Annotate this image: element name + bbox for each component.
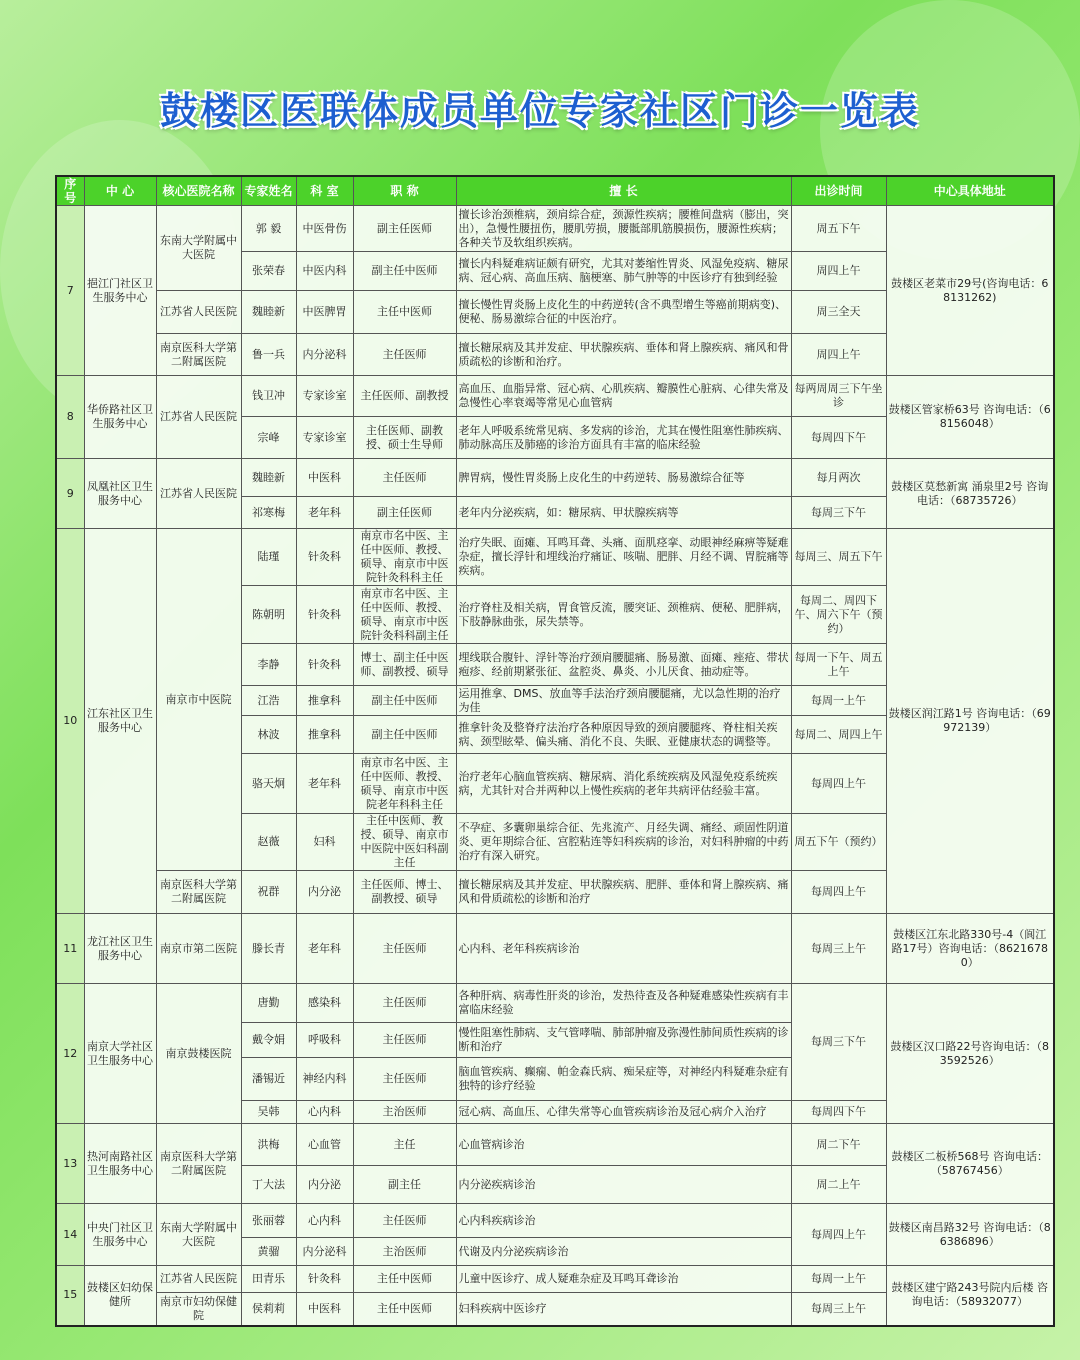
- expert-name: 张荣春: [241, 252, 296, 291]
- hospital-name: 南京鼓楼医院: [156, 984, 241, 1124]
- department: 妇科: [296, 814, 353, 871]
- expert-name: 郭 毅: [241, 206, 296, 252]
- table-row: [56, 206, 1054, 252]
- header-col-no: 序号: [56, 176, 84, 206]
- job-title: 主治医师: [353, 1101, 456, 1124]
- job-title: 主任医师: [353, 1204, 456, 1238]
- expert-name: 江浩: [241, 686, 296, 716]
- department: 针灸科: [296, 529, 353, 586]
- department: 推拿科: [296, 686, 353, 716]
- center-name: 挹江门社区卫生服务中心: [84, 206, 156, 376]
- job-title: 南京市名中医、主任中医师、教授、硕导、南京市中医院针灸科科主任: [353, 529, 456, 586]
- specialty: 慢性阻塞性肺病、支气管哮喘、肺部肿瘤及弥漫性肺间质性疾病的诊断和治疗: [456, 1023, 791, 1058]
- specialty: 擅长糖尿病及其并发症、甲状腺疾病、肥胖、垂体和肾上腺疾病、痛风和骨质疏松的诊断和治疗: [456, 871, 791, 914]
- clinic-time: 周二下午: [791, 1124, 886, 1166]
- job-title: 南京市名中医、主任中医师、教授、硕导、南京市中医院老年科科主任: [353, 754, 456, 814]
- department: 针灸科: [296, 644, 353, 686]
- department: 呼吸科: [296, 1023, 353, 1058]
- table-row: [56, 914, 1054, 984]
- department: 专家诊室: [296, 376, 353, 417]
- clinic-time: 每周一下午、周五上午: [791, 644, 886, 686]
- specialty: 各种肝病、病毒性肝炎的诊治，发热待查及各种疑难感染性疾病有丰富临床经验: [456, 984, 791, 1023]
- department: 中医科: [296, 459, 353, 497]
- job-title: 主任: [353, 1124, 456, 1166]
- clinic-time: 每周四下午: [791, 1101, 886, 1124]
- center-name: 华侨路社区卫生服务中心: [84, 376, 156, 459]
- center-address: 鼓楼区南昌路32号 咨询电话：（86386896）: [886, 1204, 1054, 1266]
- expert-name: 潘锡近: [241, 1058, 296, 1101]
- specialty: 擅长内科疑难病证颇有研究，尤其对萎缩性胃炎、风湿免疫病、糖尿病、冠心病、高血压病、脑梗塞、肺气肿等的中医诊疗有独到经验: [456, 252, 791, 291]
- specialty: 擅长慢性胃炎肠上皮化生的中药逆转(含不典型增生等癌前期病变)、便秘、肠易激综合征的中医治疗。: [456, 291, 791, 334]
- department: 感染科: [296, 984, 353, 1023]
- row-number: 10: [56, 529, 84, 914]
- job-title: 主任医师: [353, 334, 456, 376]
- center-name: 鼓楼区妇幼保健所: [84, 1266, 156, 1326]
- hospital-name: 南京医科大学第二附属医院: [156, 334, 241, 376]
- specialty: 妇科疾病中医诊疗: [456, 1293, 791, 1326]
- header-col-title: 职 称: [353, 176, 456, 206]
- expert-name: 田青乐: [241, 1266, 296, 1293]
- job-title: 博士、副主任中医师、副教授、硕导: [353, 644, 456, 686]
- hospital-name: 南京市第二医院: [156, 914, 241, 984]
- job-title: 副主任中医师: [353, 252, 456, 291]
- job-title: 主任中医师: [353, 1293, 456, 1326]
- job-title: 主任中医师: [353, 1266, 456, 1293]
- expert-name: 祝群: [241, 871, 296, 914]
- department: 针灸科: [296, 1266, 353, 1293]
- header-col-center: 中 心: [84, 176, 156, 206]
- table-row: [56, 459, 1054, 497]
- department: 神经内科: [296, 1058, 353, 1101]
- expert-name: 魏睦新: [241, 459, 296, 497]
- specialty: 擅长诊治颈椎病，颈肩综合症，颈源性疾病；腰椎间盘病（膨出，突出），急慢性腰扭伤，腰肌劳损，腰骶部肌筋膜损伤，腰源性疾病；各种关节及软组织疾病。: [456, 206, 791, 252]
- row-number: 12: [56, 984, 84, 1124]
- center-address: 鼓楼区二板桥568号 咨询电话：（58767456）: [886, 1124, 1054, 1204]
- clinic-time: 每月两次: [791, 459, 886, 497]
- job-title: 南京市名中医、主任中医师、教授、硕导、南京市中医院针灸科科副主任: [353, 586, 456, 644]
- row-number: 8: [56, 376, 84, 459]
- job-title: 主任医师、副教授: [353, 376, 456, 417]
- clinic-time: 周二上午: [791, 1166, 886, 1204]
- clinic-time: 每周三、周五下午: [791, 529, 886, 586]
- center-name: 江东社区卫生服务中心: [84, 529, 156, 914]
- table-row: [56, 376, 1054, 417]
- hospital-name: 江苏省人民医院: [156, 376, 241, 459]
- hospital-name: 南京医科大学第二附属医院: [156, 1124, 241, 1204]
- center-address: 鼓楼区汉口路22号咨询电话：（83592526）: [886, 984, 1054, 1124]
- expert-name: 祁寒梅: [241, 497, 296, 529]
- header-col-expert: 专家姓名: [241, 176, 296, 206]
- header-col-hospital: 核心医院名称: [156, 176, 241, 206]
- expert-name: 鲁一兵: [241, 334, 296, 376]
- clinic-time: 每周三上午: [791, 1293, 886, 1326]
- expert-name: 陆瑾: [241, 529, 296, 586]
- expert-name: 吴韩: [241, 1101, 296, 1124]
- specialty: 内分泌疾病诊治: [456, 1166, 791, 1204]
- specialty: 冠心病、高血压、心律失常等心血管疾病诊治及冠心病介入治疗: [456, 1101, 791, 1124]
- table-row: [56, 529, 1054, 586]
- specialty: 老年人呼吸系统常见病、多发病的诊治，尤其在慢性阻塞性肺疾病、肺动脉高压及肺癌的诊治方面具有丰富的临床经验: [456, 417, 791, 459]
- specialty: 埋线联合腹针、浮针等治疗颈肩腰腿痛、肠易激、面瘫、痤疮、带状疱疹、经前期紧张征、盆腔炎、鼻炎、小儿厌食、抽动症等。: [456, 644, 791, 686]
- hospital-name: 江苏省人民医院: [156, 459, 241, 529]
- page-title: 鼓楼区医联体成员单位专家社区门诊一览表: [159, 89, 920, 133]
- job-title: 主任中医师: [353, 291, 456, 334]
- specialty: 心内科、老年科疾病诊治: [456, 914, 791, 984]
- expert-name: 骆天炯: [241, 754, 296, 814]
- clinic-time: 每周三下午: [791, 984, 886, 1101]
- header-col-address: 中心具体地址: [886, 176, 1054, 206]
- specialty: 儿童中医诊疗、成人疑难杂症及耳鸣耳聋诊治: [456, 1266, 791, 1293]
- job-title: 副主任医师: [353, 206, 456, 252]
- job-title: 副主任: [353, 1166, 456, 1204]
- center-name: 凤凰社区卫生服务中心: [84, 459, 156, 529]
- clinic-time: 每周三下午: [791, 497, 886, 529]
- clinic-time: 每周四上午: [791, 871, 886, 914]
- job-title: 副主任医师: [353, 497, 456, 529]
- center-name: 龙江社区卫生服务中心: [84, 914, 156, 984]
- center-address: 鼓楼区建宁路243号院内后楼 咨询电话：（58932077）: [886, 1266, 1054, 1326]
- hospital-name: 江苏省人民医院: [156, 291, 241, 334]
- hospital-name: 江苏省人民医院: [156, 1266, 241, 1293]
- specialty: 推拿针灸及整脊疗法治疗各种原因导致的颈肩腰腿疼、脊柱相关疾病、颈型眩晕、偏头痛、消化不良、失眠、亚健康状态的调整等。: [456, 716, 791, 754]
- job-title: 主任中医师、教授、硕导、南京市中医院中医妇科副主任: [353, 814, 456, 871]
- department: 老年科: [296, 754, 353, 814]
- job-title: 主任医师: [353, 984, 456, 1023]
- expert-name: 林波: [241, 716, 296, 754]
- expert-name: 戴令娟: [241, 1023, 296, 1058]
- specialty: 老年内分泌疾病，如：糖尿病、甲状腺疾病等: [456, 497, 791, 529]
- expert-name: 洪梅: [241, 1124, 296, 1166]
- center-address: 鼓楼区管家桥63号 咨询电话：（68156048）: [886, 376, 1054, 459]
- job-title: 副主任中医师: [353, 686, 456, 716]
- specialty: 擅长糖尿病及其并发症、甲状腺疾病、垂体和肾上腺疾病、痛风和骨质疏松的诊断和治疗。: [456, 334, 791, 376]
- specialty: 脾胃病，慢性胃炎肠上皮化生的中药逆转、肠易激综合征等: [456, 459, 791, 497]
- header-col-time: 出诊时间: [791, 176, 886, 206]
- department: 内分泌科: [296, 1238, 353, 1266]
- clinic-time: 周三全天: [791, 291, 886, 334]
- job-title: 副主任中医师: [353, 716, 456, 754]
- expert-name: 侯莉莉: [241, 1293, 296, 1326]
- job-title: 主任医师: [353, 1023, 456, 1058]
- header-col-dept: 科 室: [296, 176, 353, 206]
- table-row: [56, 1204, 1054, 1238]
- hospital-name: 南京医科大学第二附属医院: [156, 871, 241, 914]
- expert-name: 陈朝明: [241, 586, 296, 644]
- center-address: 鼓楼区江东北路330号-4（阆江路17号）咨询电话：（86216780）: [886, 914, 1054, 984]
- department: 心内科: [296, 1101, 353, 1124]
- clinic-time: 周四上午: [791, 334, 886, 376]
- hospital-name: 东南大学附属中大医院: [156, 1204, 241, 1266]
- expert-name: 张丽蓉: [241, 1204, 296, 1238]
- table-row: [56, 984, 1054, 1023]
- expert-name: 滕长青: [241, 914, 296, 984]
- specialty: 代谢及内分泌疾病诊治: [456, 1238, 791, 1266]
- department: 心内科: [296, 1204, 353, 1238]
- specialty: 高血压、血脂异常、冠心病、心肌疾病、瓣膜性心脏病、心律失常及急慢性心率衰竭等常见心血管病: [456, 376, 791, 417]
- job-title: 主任医师、副教授、硕士生导师: [353, 417, 456, 459]
- job-title: 主治医师: [353, 1238, 456, 1266]
- table-row: [56, 1266, 1054, 1293]
- job-title: 主任医师: [353, 459, 456, 497]
- department: 推拿科: [296, 716, 353, 754]
- center-name: 中央门社区卫生服务中心: [84, 1204, 156, 1266]
- expert-name: 宗峰: [241, 417, 296, 459]
- row-number: 9: [56, 459, 84, 529]
- expert-name: 赵薇: [241, 814, 296, 871]
- specialty: 不孕症、多囊卵巢综合征、先兆流产、月经失调、痛经、顽固性阴道炎、更年期综合征、宫腔粘连等妇科疾病的诊治，对妇科肿瘤的中药治疗有深入研究。: [456, 814, 791, 871]
- department: 内分泌科: [296, 334, 353, 376]
- expert-name: 魏睦新: [241, 291, 296, 334]
- center-address: 鼓楼区润江路1号 咨询电话：（69972139）: [886, 529, 1054, 914]
- expert-name: 唐勤: [241, 984, 296, 1023]
- department: 老年科: [296, 914, 353, 984]
- row-number: 14: [56, 1204, 84, 1266]
- clinic-time: 每周一上午: [791, 1266, 886, 1293]
- header-col-specialty: 擅 长: [456, 176, 791, 206]
- job-title: 主任医师、博士、副教授、硕导: [353, 871, 456, 914]
- table-header-row: [56, 176, 1054, 206]
- clinic-time: 周五下午（预约）: [791, 814, 886, 871]
- expert-name: 丁大法: [241, 1166, 296, 1204]
- clinic-time: 每周一上午: [791, 686, 886, 716]
- clinic-time: 周五下午: [791, 206, 886, 252]
- center-name: 热河南路社区卫生服务中心: [84, 1124, 156, 1204]
- department: 老年科: [296, 497, 353, 529]
- clinic-time: 每周四上午: [791, 754, 886, 814]
- table-row: [56, 1124, 1054, 1166]
- specialty: 治疗老年心脑血管疾病、糖尿病、消化系统疾病及风湿免疫系统疾病，尤其针对合并两种以上慢性疾病的老年共病评估经验丰富。: [456, 754, 791, 814]
- row-number: 13: [56, 1124, 84, 1204]
- department: 中医脾胃: [296, 291, 353, 334]
- clinic-time: 每周二、周四上午: [791, 716, 886, 754]
- department: 心血管: [296, 1124, 353, 1166]
- expert-name: 钱卫冲: [241, 376, 296, 417]
- specialty: 治疗失眠、面瘫、耳鸣耳聋、头痛、面肌痉挛、动眼神经麻痹等疑难杂症，擅长浮针和埋线治疗痛证、咳喘、肥胖、月经不调、胃脘痛等疾病。: [456, 529, 791, 586]
- specialty: 心血管病诊治: [456, 1124, 791, 1166]
- center-address: 鼓楼区莫愁新寓 涌泉里2号 咨询电话：（68735726）: [886, 459, 1054, 529]
- clinic-time: 每周三上午: [791, 914, 886, 984]
- clinic-time: 每周四上午: [791, 1204, 886, 1266]
- job-title: 主任医师: [353, 1058, 456, 1101]
- department: 中医科: [296, 1293, 353, 1326]
- row-number: 11: [56, 914, 84, 984]
- center-name: 南京大学社区卫生服务中心: [84, 984, 156, 1124]
- department: 专家诊室: [296, 417, 353, 459]
- row-number: 15: [56, 1266, 84, 1326]
- specialty: 治疗脊柱及相关病，胃食管反流，腰突证、颈椎病、便秘、肥胖病，下肢静脉曲张，尿失禁等。: [456, 586, 791, 644]
- department: 针灸科: [296, 586, 353, 644]
- clinic-time: 周四上午: [791, 252, 886, 291]
- row-number: 7: [56, 206, 84, 376]
- department: 中医内科: [296, 252, 353, 291]
- expert-name: 李静: [241, 644, 296, 686]
- center-address: 鼓楼区老菜市29号(咨询电话：68131262): [886, 206, 1054, 376]
- department: 内分泌: [296, 1166, 353, 1204]
- hospital-name: 东南大学附属中大医院: [156, 206, 241, 291]
- expert-clinic-table: [55, 175, 1055, 1327]
- specialty: 运用推拿、DMS、放血等手法治疗颈肩腰腿痛，尤以急性期的治疗为佳: [456, 686, 791, 716]
- job-title: 主任医师: [353, 914, 456, 984]
- department: 中医骨伤: [296, 206, 353, 252]
- specialty: 心内科疾病诊治: [456, 1204, 791, 1238]
- hospital-name: 南京市中医院: [156, 529, 241, 871]
- expert-name: 黄骝: [241, 1238, 296, 1266]
- clinic-time: 每两周周三下午坐诊: [791, 376, 886, 417]
- specialty: 脑血管疾病、癫痫、帕金森氏病、痴呆症等，对神经内科疑难杂症有独特的诊疗经验: [456, 1058, 791, 1101]
- clinic-time: 每周二、周四下午、周六下午（预约）: [791, 586, 886, 644]
- hospital-name: 南京市妇幼保健院: [156, 1293, 241, 1326]
- department: 内分泌: [296, 871, 353, 914]
- clinic-time: 每周四下午: [791, 417, 886, 459]
